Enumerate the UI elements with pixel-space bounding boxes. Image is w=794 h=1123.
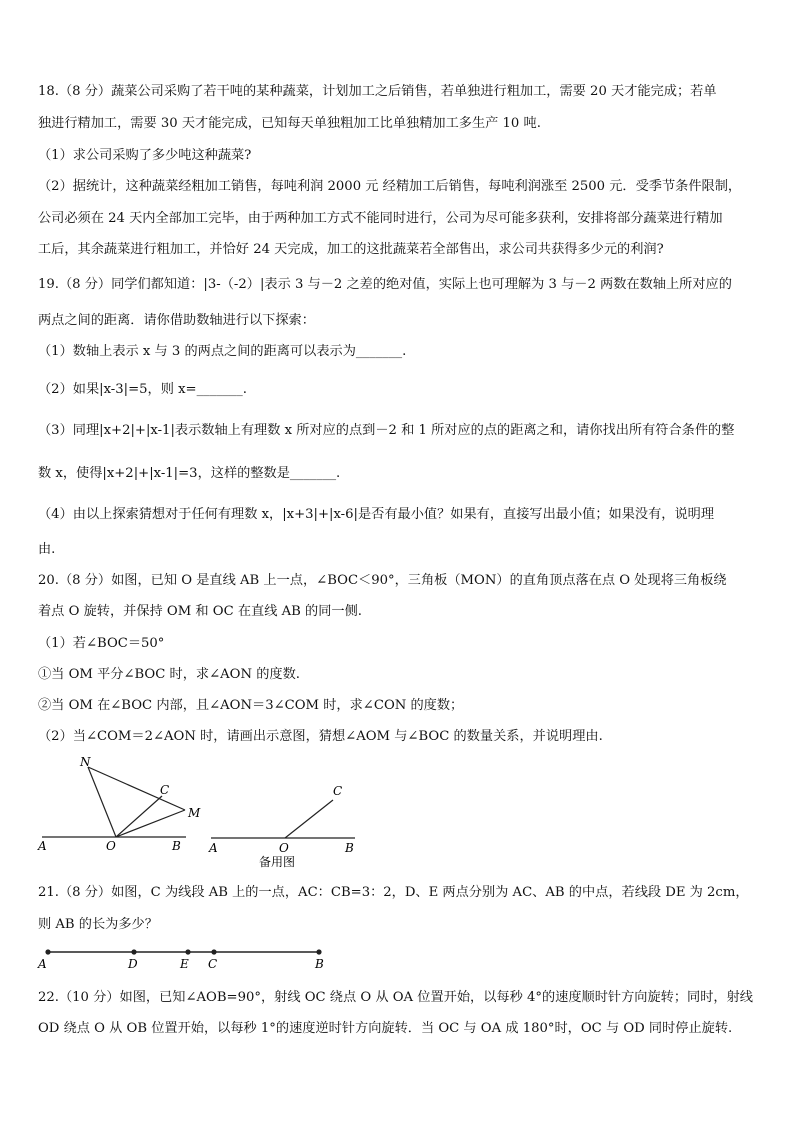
fig1-line-OM — [116, 810, 185, 837]
q19-part-3-line-1: （3）同理|x+2|+|x-1|表示数轴上有理数 x 所对应的点到－2 和 1 所对应的点的距离之和，请你找出所有符合条件的整 — [38, 423, 735, 438]
q20-line-1: 20.（8 分）如图，已知 O 是直线 AB 上一点，∠BOC＜90°，三角板（MON）的直角顶点落在点 O 处现将三角板绕 — [38, 573, 727, 588]
q19-part-2: （2）如果|x-3|=5，则 x=_______. — [38, 382, 247, 397]
q18-part-2-line-1: （2）据统计，这种蔬菜经粗加工销售，每吨利润 2000 元 经精加工后销售，每吨利润涨至 2500 元．受季节条件限制， — [38, 179, 742, 194]
fig2-label-O: O — [279, 841, 289, 855]
fig1-line-OC — [116, 796, 162, 837]
fig1-label-C: C — [160, 783, 170, 797]
q21-point-A — [45, 949, 50, 954]
q21-line-1: 21.（8 分）如图，C 为线段 AB 上的一点，AC：CB=3：2，D、E 两点分别为 AC、AB 的中点，若线段 DE 为 2cm， — [38, 885, 749, 900]
q21-label-D: D — [128, 957, 138, 971]
q20-figure-1 — [30, 752, 210, 862]
q21-label-C: C — [208, 957, 218, 971]
q21-point-B — [316, 949, 321, 954]
q19-line-1: 19.（8 分）同学们都知道：|3-（-2）|表示 3 与－2 之差的绝对值，实际上也可理解为 3 与－2 两数在数轴上所对应的 — [38, 277, 732, 292]
q22-line-2: OD 绕点 O 从 OB 位置开始，以每秒 1°的速度逆时针方向旋转．当 OC 与 OA 成 180°时，OC 与 OD 同时停止旋转. — [38, 1021, 733, 1036]
q20-subpart-1: ①当 OM 平分∠BOC 时，求∠AON 的度数. — [38, 667, 300, 682]
q18-line-1: 18.（8 分）蔬菜公司采购了若干吨的某种蔬菜，计划加工之后销售，若单独进行粗加工，需要 20 天才能完成；若单 — [38, 84, 717, 99]
q18-part-1: （1）求公司采购了多少吨这种蔬菜? — [38, 148, 252, 163]
fig1-label-O: O — [106, 839, 116, 853]
q19-part-1: （1）数轴上表示 x 与 3 的两点之间的距离可以表示为_______. — [38, 344, 407, 359]
q21-label-E: E — [180, 957, 189, 971]
q18-line-2: 独进行精加工，需要 30 天才能完成，已知每天单独粗加工比单独精加工多生产 10 吨. — [38, 116, 541, 131]
q21-point-D — [131, 949, 136, 954]
q18-part-2-line-2: 公司必须在 24 天内全部加工完毕，由于两种加工方式不能同时进行，公司为尽可能多获利，安排将部分蔬菜进行精加 — [38, 211, 723, 226]
fig1-label-B: B — [172, 839, 181, 853]
fig2-label-B: B — [345, 841, 354, 855]
q21-line-2: 则 AB 的长为多少？ — [38, 917, 158, 932]
fig1-label-A: A — [38, 839, 47, 853]
q21-label-A: A — [38, 957, 47, 971]
q21-point-E — [185, 949, 190, 954]
q20-figure-2 — [205, 778, 365, 870]
q21-figure — [30, 942, 340, 972]
q20-subpart-2: ②当 OM 在∠BOC 内部，且∠AON＝3∠COM 时，求∠CON 的度数； — [38, 698, 464, 713]
fig1-label-M: M — [188, 806, 201, 820]
q19-part-4-line-1: （4）由以上探索猜想对于任何有理数 x，|x+3|+|x-6|是否有最小值？如果有，直接写出最小值；如果没有，说明理 — [38, 507, 715, 522]
fig2-label-C: C — [333, 784, 343, 798]
fig1-label-N: N — [80, 755, 91, 769]
q18-part-2-line-3: 工后，其余蔬菜进行粗加工，并恰好 24 天完成，加工的这批蔬菜若全部售出，求公司共获得多少元的利润? — [38, 242, 664, 257]
q21-point-C — [211, 949, 216, 954]
fig2-label-A: A — [209, 841, 218, 855]
q19-line-2: 两点之间的距离．请你借助数轴进行以下探索： — [38, 313, 315, 328]
fig2-line-OC — [285, 800, 333, 838]
q19-part-3-line-2: 数 x，使得|x+2|+|x-1|=3，这样的整数是_______. — [38, 466, 341, 481]
q20-part-2: （2）当∠COM＝2∠AON 时，请画出示意图，猜想∠AOM 与∠BOC 的数量关系，并说明理由. — [38, 729, 603, 744]
q19-part-4-line-2: 由. — [38, 542, 56, 557]
q22-line-1: 22.（10 分）如图，已知∠AOB=90°，射线 OC 绕点 O 从 OA 位置开始，以每秒 4°的速度顺时针方向旋转；同时，射线 — [38, 990, 753, 1005]
q21-label-B: B — [315, 957, 324, 971]
fig2-caption: 备用图 — [259, 855, 296, 869]
q20-part-1: （1）若∠BOC＝50° — [38, 636, 165, 651]
q20-line-2: 着点 O 旋转，并保持 OM 和 OC 在直线 AB 的同一侧. — [38, 604, 362, 619]
